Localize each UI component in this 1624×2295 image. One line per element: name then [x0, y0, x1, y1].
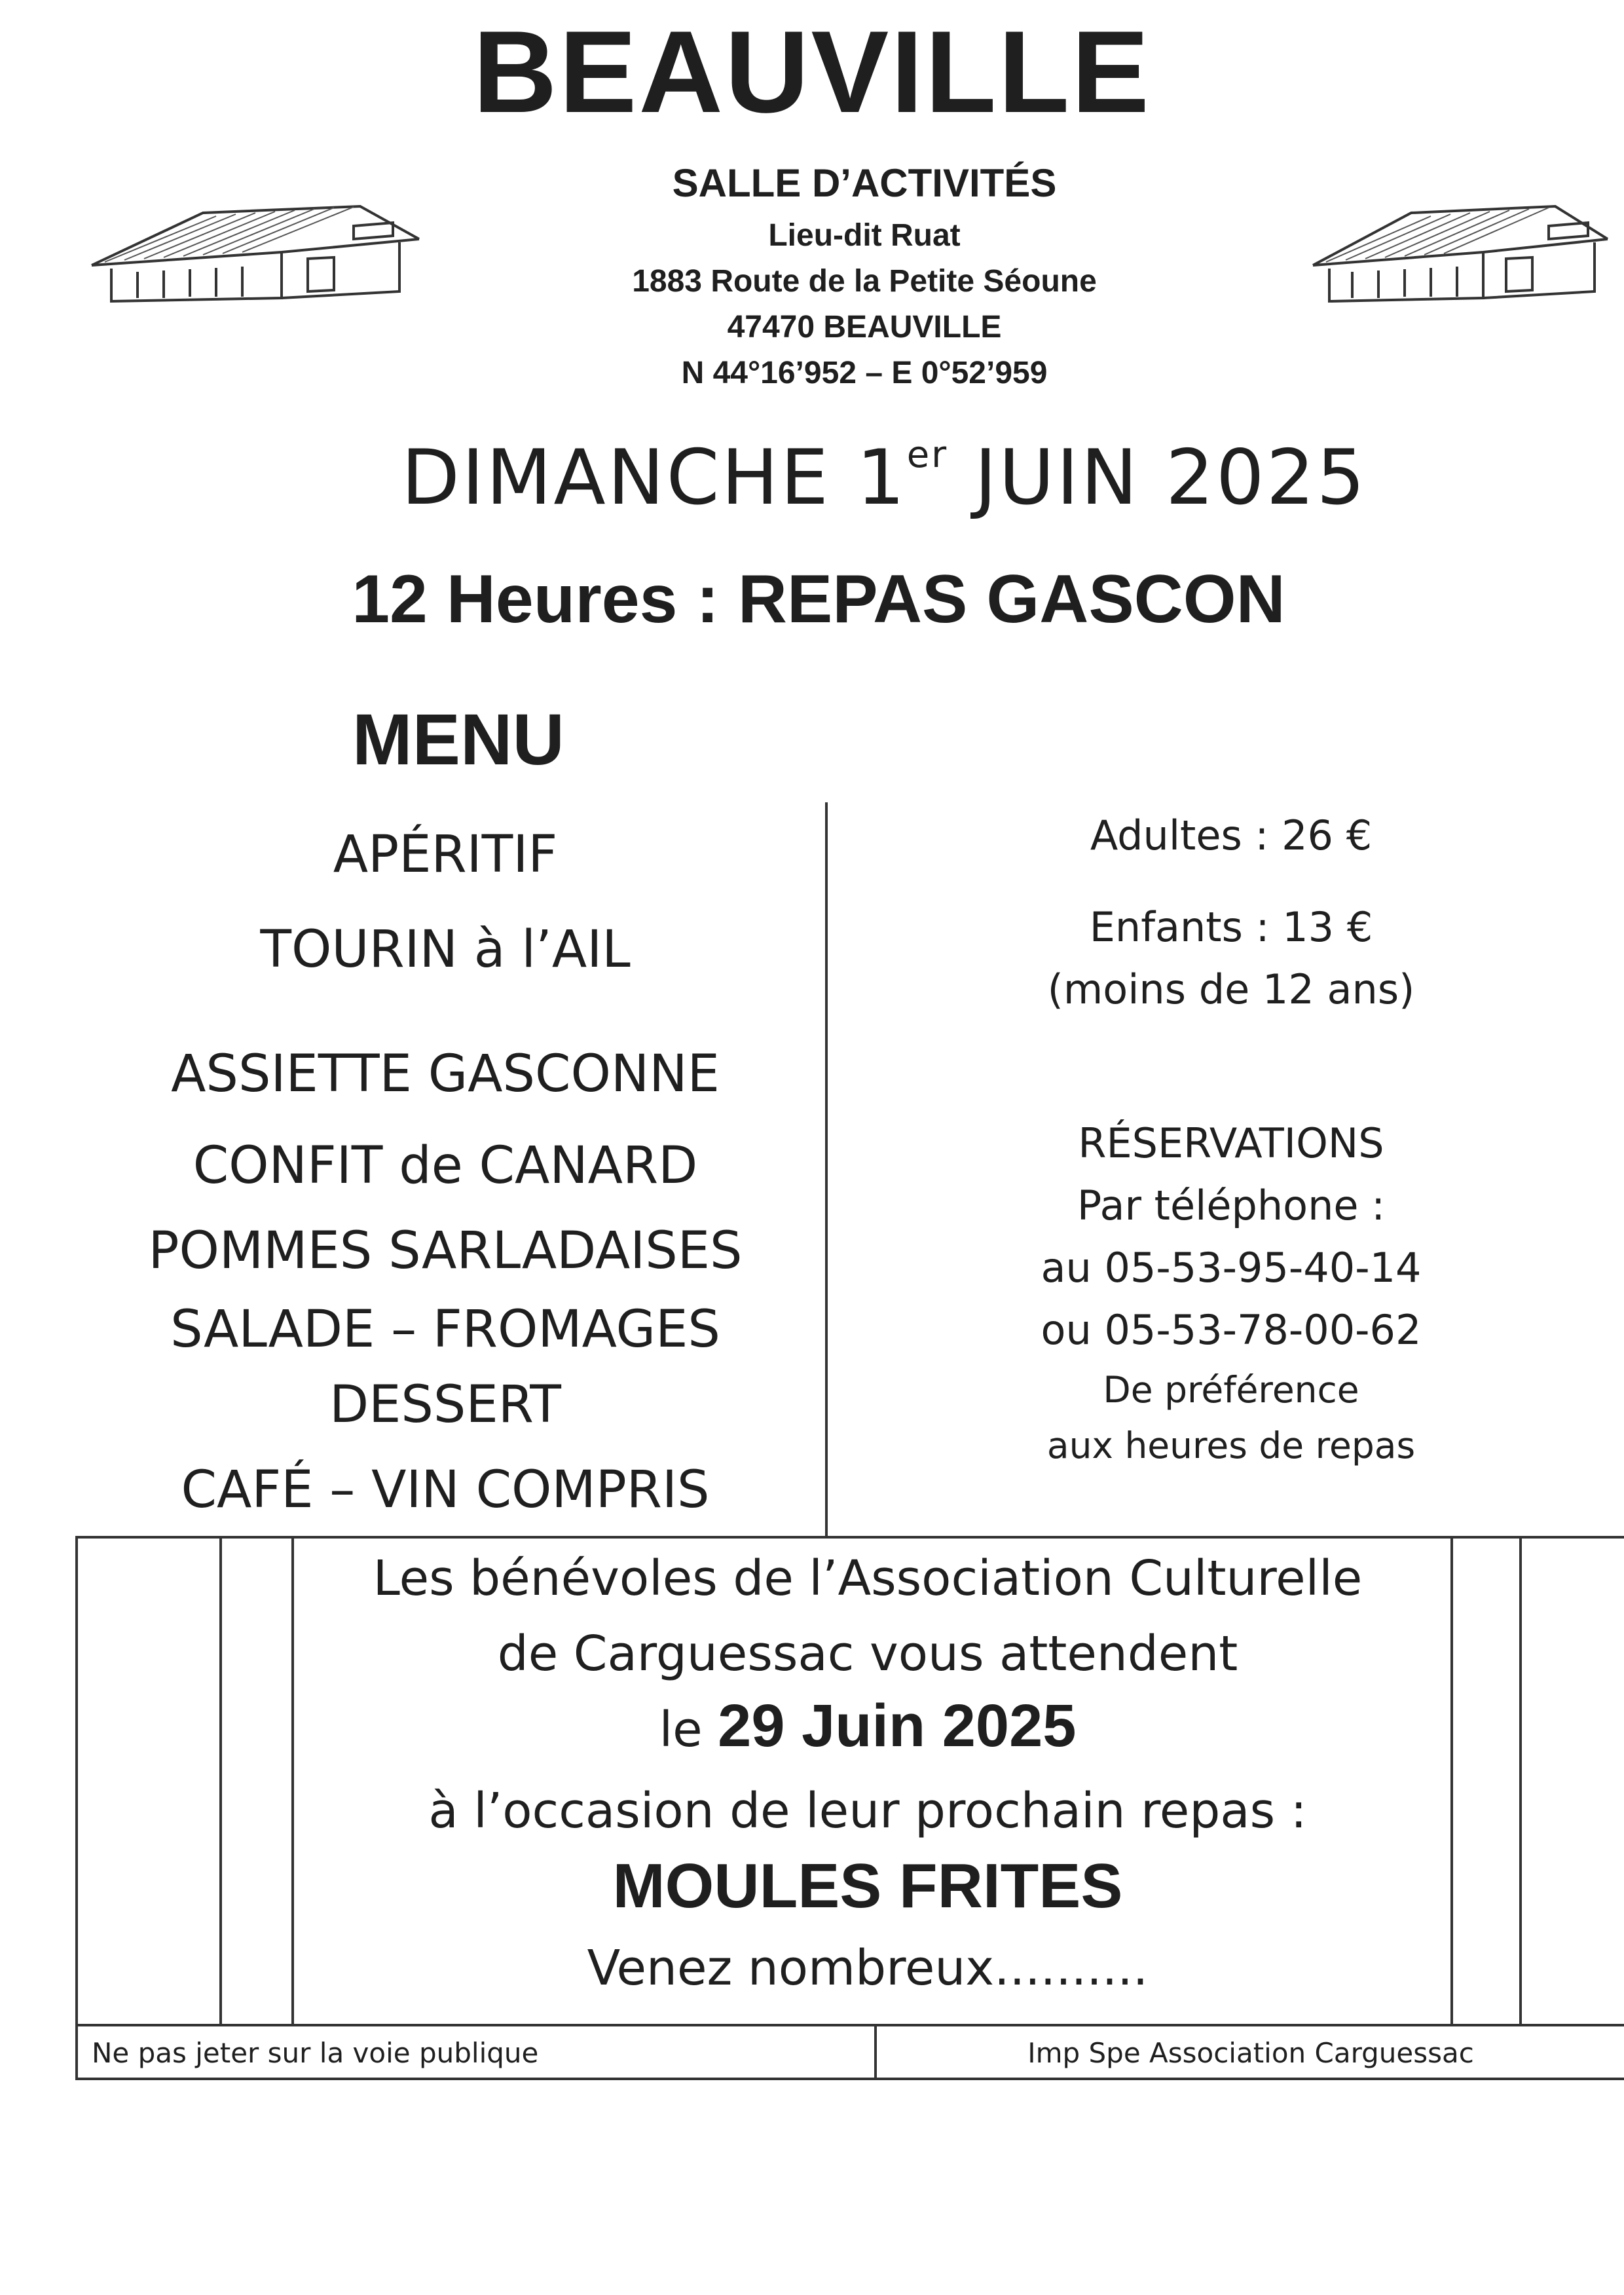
price-adults: Adultes : 26 €: [1090, 812, 1373, 859]
menu-item: TOURIN à l’AIL: [260, 920, 631, 979]
next-event-date-value: 29 Juin 2025: [718, 1692, 1077, 1759]
menu-item: CAFÉ – VIN COMPRIS: [181, 1461, 710, 1520]
street-address: 1883 Route de la Petite Séoune: [632, 264, 1097, 299]
reservations-by-phone: Par téléphone :: [1077, 1182, 1386, 1229]
page-title: BEAUVILLE: [473, 7, 1151, 137]
reservations-preference: De préférence: [1103, 1369, 1359, 1411]
menu-title: MENU: [352, 700, 564, 780]
reservations-title: RÉSERVATIONS: [1078, 1119, 1384, 1167]
menu-item: APÉRITIF: [333, 825, 558, 884]
next-event-occasion: à l’occasion de leur prochain repas :: [428, 1783, 1307, 1839]
event-date-prefix: DIMANCHE 1: [401, 434, 907, 522]
event-date: [262, 429, 1506, 527]
menu-item: DESSERT: [329, 1375, 561, 1434]
locality: Lieu-dit Ruat: [768, 218, 961, 253]
next-event-date-prefix: le: [659, 1702, 718, 1758]
association-line-2: de Carguessac vous attendent: [497, 1626, 1238, 1682]
footer-printer: Imp Spe Association Carguessac: [1027, 2037, 1474, 2069]
venue-name: SALLE D’ACTIVITÉS: [672, 161, 1057, 205]
menu-item: POMMES SARLADAISES: [148, 1222, 743, 1280]
menu-item: ASSIETTE GASCONNE: [171, 1045, 720, 1104]
next-event-date: [295, 1693, 1441, 1763]
box-left-border: [75, 1536, 78, 2080]
box-inner-right-border-2: [1519, 1536, 1522, 2024]
next-event-invitation: Venez nombreux..........: [587, 1940, 1149, 1996]
next-event-meal: MOULES FRITES: [612, 1851, 1123, 1921]
box-top-border: [75, 1536, 1624, 1539]
event-date-suffix: JUIN 2025: [948, 434, 1367, 522]
price-children-note: (moins de 12 ans): [1047, 965, 1415, 1013]
gps-coordinates: N 44°16’952 – E 0°52’959: [681, 356, 1048, 390]
box-bottom-border: [75, 2078, 1624, 2080]
house-illustration-left: [85, 187, 426, 311]
box-inner-left-border: [219, 1536, 222, 2024]
box-footer-separator: [75, 2024, 1624, 2026]
footer-disclaimer: Ne pas jeter sur la voie publique: [92, 2037, 539, 2069]
menu-item: CONFIT de CANARD: [193, 1136, 698, 1195]
menu-item: SALADE – FROMAGES: [170, 1300, 720, 1359]
footer-divider: [874, 2024, 877, 2080]
city: 47470 BEAUVILLE: [727, 310, 1002, 345]
column-divider: [825, 802, 828, 1536]
box-inner-right-border: [1450, 1536, 1453, 2024]
meal-heading: 12 Heures : REPAS GASCON: [352, 561, 1285, 637]
phone-number-1: au 05-53-95-40-14: [1041, 1244, 1422, 1292]
house-illustration-right: [1306, 187, 1614, 311]
box-inner-left-border-2: [291, 1536, 294, 2024]
reservations-preference-hours: aux heures de repas: [1046, 1425, 1416, 1466]
event-date-ordinal: er: [906, 434, 949, 476]
price-children: Enfants : 13 €: [1089, 903, 1373, 951]
association-line-1: Les bénévoles de l’Association Culturelle: [373, 1550, 1363, 1607]
phone-number-2: ou 05-53-78-00-62: [1041, 1306, 1422, 1354]
